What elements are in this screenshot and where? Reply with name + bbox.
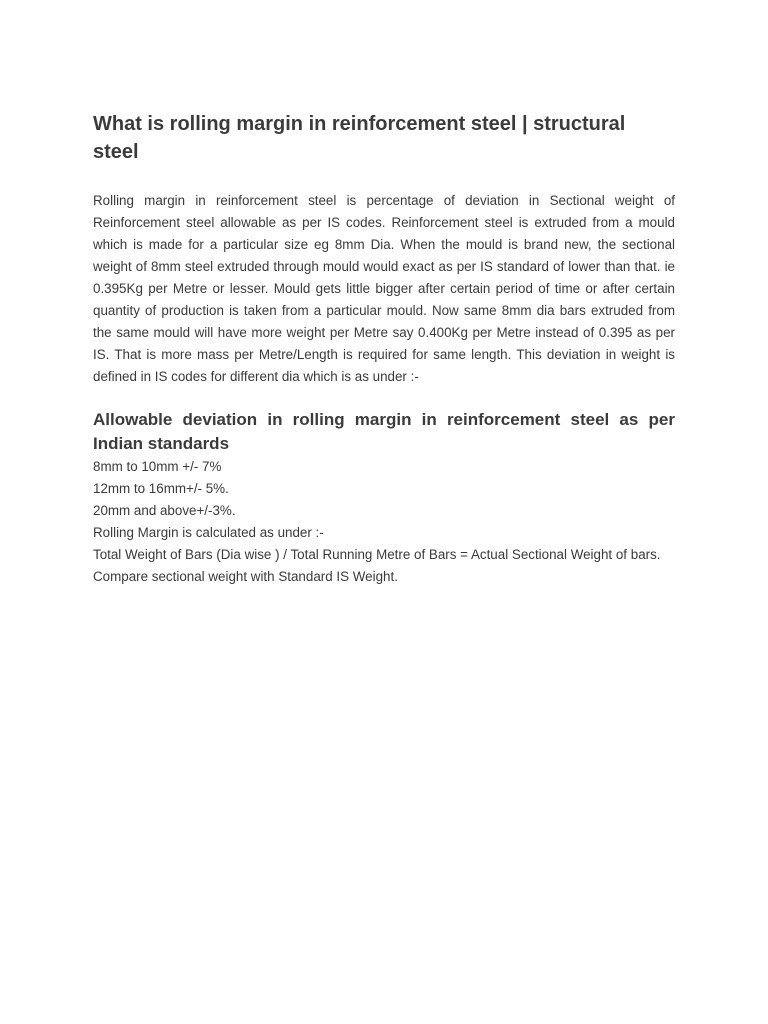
list-item: 20mm and above+/-3%. xyxy=(93,503,236,518)
list-item: Compare sectional weight with Standard IS Weight. xyxy=(93,569,398,584)
intro-paragraph: Rolling margin in reinforcement steel is percentage of deviation in Sectional weight of Reinforcement steel allowable as per IS codes. Reinforcement steel is extruded from a mould which is made for a particular size eg 8mm Dia. When the mould is brand new, the sectional weight of 8mm steel extruded through mould would exact as per IS standard of lower than that. ie 0.395Kg per Metre or lesser. Mould gets little bigger after certain period of time or after certain quantity of production is taken from a particular mould. Now same 8mm dia bars extruded from the same mould will have more weight per Metre say 0.400Kg per Metre instead of 0.395 as per IS. That is more mass per Metre/Length is required for same length. This deviation in weight is defined in IS codes for different dia which is as under :- xyxy=(93,193,675,384)
list-item: 12mm to 16mm+/- 5%. xyxy=(93,481,229,496)
deviation-list xyxy=(93,456,675,588)
list-item: 8mm to 10mm +/- 7% xyxy=(93,459,222,474)
article xyxy=(93,110,675,588)
article-title: What is rolling margin in reinforcement steel | structural steel xyxy=(93,113,626,163)
section-heading: Allowable deviation in rolling margin in reinforcement steel as per Indian standards xyxy=(93,410,675,453)
list-item: Rolling Margin is calculated as under :- xyxy=(93,525,324,540)
list-item: Total Weight of Bars (Dia wise ) / Total Running Metre of Bars = Actual Sectional Weight of bars. xyxy=(93,547,661,562)
